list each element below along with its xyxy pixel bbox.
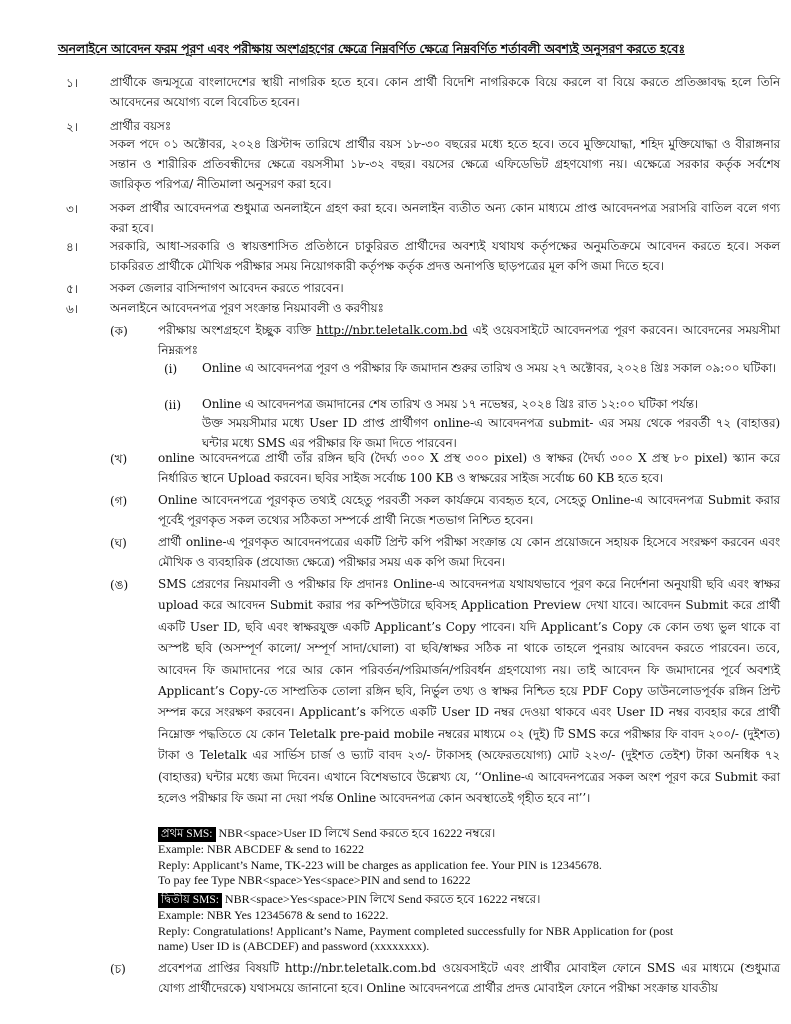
item-text: সকল পদে ০১ অক্টোবর, ২০২৪ খ্রিস্টাব্দ তারিখে প্রার্থীর বয়স ১৮-৩০ বছরের মধ্যে হতে হবে। তবে মুক্তিযোদ্ধা, শহিদ মুক্তিযোদ্ধা ও বীরাঙ্গনার সন্তান ও শারীরিক প্রতিবন্ধীদের ক্ষেত্রে বয়সসীমা ১৮-৩২ বছর। বয়সের ক্ষেত্রে এফিডেভিট গ্রহণযোগ্য নয়। এক্ষেত্রে সরকার কর্তৃক সর্বশেষ জারিকৃত পরিপত্র/ নীতিমালা অনুসরণ করা হবে। (110, 137, 780, 192)
subitem-number: (ঘ) (110, 536, 127, 550)
sms-instructions-second (158, 892, 758, 955)
item-text: সরকারি, আধা-সরকারি ও স্বায়ত্তশাসিত প্রতিষ্ঠানে চাকুরিরত প্রার্থীদের অবশ্যই যথাযথ কর্তৃপক্ষের অনুমতিক্রমে আবেদন করতে হবে। সকল চাকরিরত প্রার্থীকে মৌখিক পরীক্ষার সময় নিয়োগকারী কর্তৃপক্ষ কর্তৃক প্রদত্ত অনাপত্তি ছাড়পত্রের মূল কপি জমা দিতে হবে। (110, 239, 780, 274)
subitem-number: (i) (164, 362, 178, 376)
sms-label: দ্বিতীয় SMS: (158, 893, 222, 908)
sms-reply: name) User ID is (ABCDEF) and password (xxxxxxxx). (158, 939, 430, 954)
subitem-text: উক্ত সময়সীমার মধ্যে User ID প্রাপ্ত প্রার্থীগণ online-এ আবেদনপত্র submit- এর সময় থেকে পরবর্তী ৭২ (বাহাত্তর) ঘন্টার মধ্যে SMS এর পরীক্ষার ফি জমা দিতে পারবেন। (202, 416, 780, 451)
subitem-text: Online এ আবেদনপত্র পূরণ ও পরীক্ষার ফি জমাদান শুরুর তারিখ ও সময় ২৭ অক্টোবর, ২০২৪ খ্রিঃ সকাল ০৯:০০ ঘটিকা। (202, 361, 777, 375)
item-number: ২। (66, 120, 79, 134)
sms-label: প্রথম SMS: (158, 827, 216, 842)
item-text: প্রার্থীকে জন্মসূত্রে বাংলাদেশের স্থায়ী নাগরিক হতে হবে। কোন প্রার্থী বিদেশি নাগরিককে বিয়ে করলে বা বিয়ে করতে প্রতিজ্ঞাবদ্ধ হলে তিনি আবেদনের অযোগ্য বলে বিবেচিত হবেন। (110, 75, 780, 110)
sms-reply: To pay fee Type NBR<space>Yes<space>PIN and send to 16222 (158, 873, 471, 888)
item-number: ১। (66, 76, 79, 90)
item-text: সকল জেলার বাসিন্দাগণ আবেদন করতে পারবেন। (110, 281, 344, 295)
item-number: ৪। (66, 240, 79, 254)
subitem-text: online আবেদনপত্রে প্রার্থী তাঁর রঙ্গিন ছবি (দৈর্ঘ্য ৩০০ X প্রস্থ ৩০০ pixel) ও স্বাক্ষর (দৈর্ঘ্য ৩০০ X প্রস্থ ৮০ pixel) স্ক্যান করে নির্ধারিত স্থানে Upload করবেন। ছবির সাইজ সর্বোচ্চ 100 KB ও স্বাক্ষরের সাইজ সর্বোচ্চ 60 KB হতে হবে। (158, 451, 780, 486)
sms-reply: Reply: Congratulations! Applicant’s Name, Payment completed successfully for NBR Application for (post (158, 923, 674, 938)
item-number: ৬। (66, 302, 79, 316)
sms-format: NBR<space>Yes<space>PIN লিখে Send করতে হবে 16222 নম্বরে। (221, 892, 541, 906)
sms-format: NBR<space>User ID লিখে Send করতে হবে 16222 নম্বরে। (215, 826, 496, 840)
subitem-number: (ক) (110, 324, 128, 338)
item-text: অনলাইনে আবেদনপত্র পূরণ সংক্রান্ত নিয়মাবলী ও করণীয়ঃ (110, 301, 384, 315)
subitem-text: Online এ আবেদনপত্র জমাদানের শেষ তারিখ ও সময় ১৭ নভেম্বর, ২০২৪ খ্রিঃ রাত ১২:০০ ঘটিকা পর্যন্ত। (202, 397, 699, 411)
subitem-text: পরীক্ষায় অংশগ্রহণে ইচ্ছুক ব্যক্তি http://nbr.teletalk.com.bd এই ওয়েবসাইটে আবেদনপত্র পূরণ করবেন। আবেদনের সময়সীমা নিম্নরূপঃ (158, 323, 780, 358)
sms-instructions-first (158, 826, 758, 889)
website-link[interactable]: http://nbr.teletalk.com.bd (316, 323, 468, 337)
subitem-text: প্রবেশপত্র প্রাপ্তির বিষয়টি http://nbr.teletalk.com.bd ওয়েবসাইটে এবং প্রার্থীর মোবাইল ফোনে SMS এর মাধ্যমে (শুধুমাত্র যোগ্য প্রার্থীদেরকে) যথাসময়ে জানানো হবে। Online আবেদনপত্রে প্রার্থীর প্রদত্ত মোবাইল ফোনে পরীক্ষা সংক্রান্ত যাবতীয় (158, 961, 780, 996)
subitem-number: (খ) (110, 452, 128, 466)
item-text: সকল প্রার্থীর আবেদনপত্র শুধুমাত্র অনলাইনে গ্রহণ করা হবে। অনলাইন ব্যতীত অন্য কোন মাধ্যমে প্রাপ্ত আবেদনপত্র সরাসরি বাতিল বলে গণ্য করা হবে। (110, 201, 780, 236)
subitem-text: প্রার্থী online-এ পূরণকৃত আবেদনপত্রের একটি প্রিন্ট কপি পরীক্ষা সংক্রান্ত যে কোন প্রয়োজনে সহায়ক হিসেবে সংরক্ষণ করবেন এবং মৌখিক ও ব্যবহারিক (প্রযোজ্য ক্ষেত্রে) পরীক্ষার সময় এক কপি জমা দিবেন। (158, 535, 780, 570)
page-title: অনলাইনে আবেদন ফরম পূরণ এবং পরীক্ষায় অংশগ্রহণের ক্ষেত্রে নিম্নবর্ণিত ক্ষেত্রে নিম্নবর্ণিত শর্তাবলী অবশ্যই অনুসরণ করতে হবেঃ (58, 41, 685, 56)
subitem-number: (চ) (110, 962, 126, 976)
item-number: ৩। (66, 202, 79, 216)
sms-example: Example: NBR ABCDEF & send to 16222 (158, 842, 365, 856)
sms-example: Example: NBR Yes 12345678 & send to 16222. (158, 908, 389, 922)
item-title: প্রার্থীর বয়সঃ (110, 119, 172, 133)
subitem-number: (গ) (110, 494, 128, 508)
subitem-text: SMS প্রেরণের নিয়মাবলী ও পরীক্ষার ফি প্রদানঃ Online-এ আবেদনপত্র যথাযথভাবে পূরণ করে নির্দেশনা অনুযায়ী ছবি এবং স্বাক্ষর upload করে আবেদন Submit করার পর কম্পিউটারে ছবিসহ Application Preview দেখা যাবে। আবেদন Submit করে প্রার্থী একটি User ID, ছবি এবং স্বাক্ষরযুক্ত একটি Applicant’s Copy পাবেন। যদি Applicant’s Copy কে কোন তথ্য ভুল থাকে বা অস্পষ্ট ছবি (অসম্পূর্ণ কালো/ সম্পূর্ণ সাদা/ঘোলা) বা ছবি/স্বাক্ষর সঠিক না থাকে তাহলে পুনরায় আবেদন করতে পারবেন। তবে, আবেদন ফি জমাদানের পরে আর কোন পরিবর্তন/পরিমার্জন/পরিবর্ধন গ্রহণযোগ্য নয়। তাই আবেদন ফি জমাদানের পূর্বে অবশ্যই Applicant’s Copy-তে সাম্প্রতিক তোলা রঙ্গিন ছবি, নির্ভুল তথ্য ও স্বাক্ষর নিশ্চিত হয়ে PDF Copy ডাউনলোডপূর্বক রঙ্গিন প্রিন্ট সম্পন্ন করে সংরক্ষণ করবেন। Applicant’s কপিতে একটি User ID নম্বর দেওয়া থাকবে এবং User ID নম্বর ব্যবহার করে প্রার্থী নিম্নোক্ত পদ্ধতিতে যে কোন Teletalk pre-paid mobile নম্বরের মাধ্যমে ০২ (দুই) টি SMS করে পরীক্ষার ফি বাবদ ২০০/- (দুইশত) টাকা ও Teletalk এর সার্ভিস চার্জ ও ভ্যাট বাবদ ২৩/- টাকাসহ (অফেরতযোগ্য) মোট ২২৩/- (দুইশত তেইশ) টাকা অনধিক ৭২ (বাহাত্তর) ঘন্টার মধ্যে জমা দিবেন। এখানে বিশেষভাবে উল্লেখ্য যে, ‘‘Online-এ আবেদনপত্রের সকল অংশ পূরণ করে Submit করা হলেও পরীক্ষার ফি জমা না দেয়া পর্যন্ত Online আবেদনপত্র কোন অবস্থাতেই গৃহীত হবে না’’। (158, 577, 780, 806)
sms-reply: Reply: Applicant’s Name, TK-223 will be charges as application fee. Your PIN is 12345678. (158, 857, 602, 872)
subitem-number: (ii) (164, 398, 182, 412)
item-number: ৫। (66, 282, 79, 296)
subitem-number: (ঙ) (110, 578, 129, 592)
subitem-text: Online আবেদনপত্রে পূরণকৃত তথ্যই যেহেতু পরবর্তী সকল কার্যক্রমে ব্যবহৃত হবে, সেহেতু Online-এ আবেদনপত্র Submit করার পূর্বেই পূরণকৃত সকল তথ্যের সঠিকতা সম্পর্কে প্রার্থী নিজে শতভাগ নিশ্চিত হবেন। (158, 493, 780, 528)
